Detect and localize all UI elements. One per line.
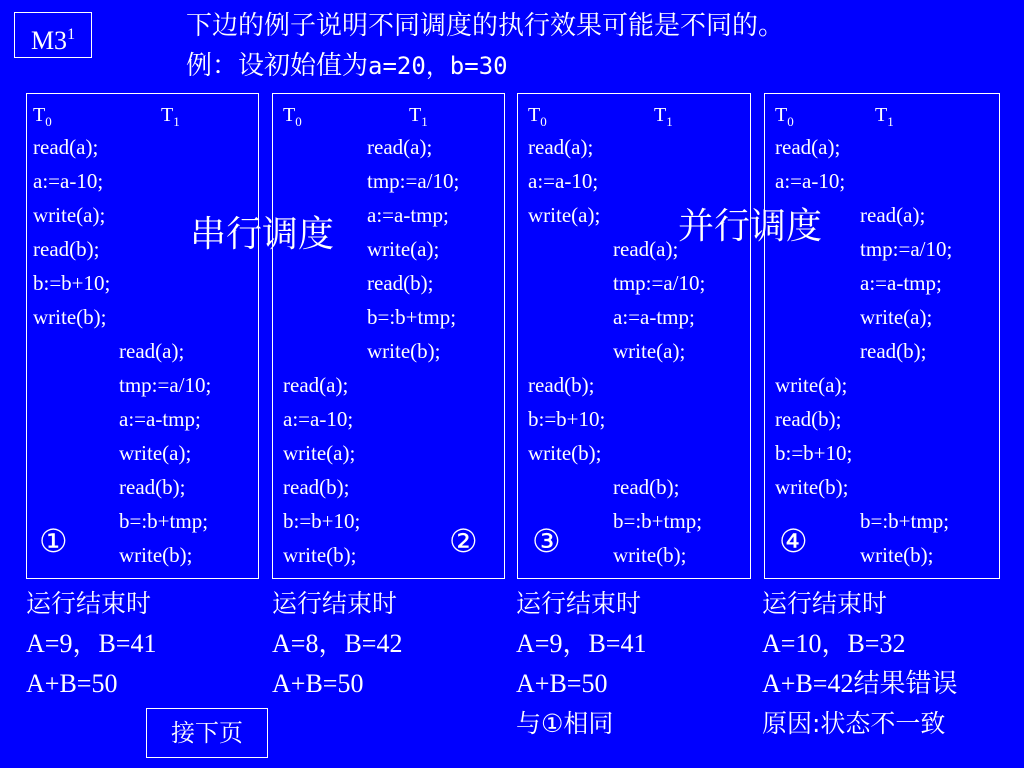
t1-sub: 1 [173, 114, 180, 129]
op-line: write(b); [860, 543, 934, 567]
op-line: read(a); [367, 135, 433, 159]
op-line: tmp:=a/10; [119, 373, 212, 397]
t1-header [161, 104, 180, 130]
op-line: write(a); [528, 203, 601, 227]
result-note: 原因:状态不一致 [762, 709, 946, 738]
t0-letter: T [528, 104, 541, 126]
op-line: a:=a-tmp; [119, 407, 201, 431]
result-heading: 运行结束时 [762, 589, 888, 618]
op-line: read(b); [528, 373, 595, 397]
heading-line-1: 下边的例子说明不同调度的执行效果可能是不同的。 [186, 11, 785, 41]
t0-letter: T [283, 104, 296, 126]
op-line: write(a); [775, 373, 848, 397]
result-block-1 [26, 584, 156, 704]
op-line: b:=b+10; [775, 441, 853, 465]
op-line: write(b); [119, 543, 193, 567]
t1-letter: T [875, 104, 888, 126]
t0-sub: 0 [787, 114, 794, 129]
t1-header [409, 104, 428, 130]
schedule-panel-4 [764, 93, 1000, 579]
schedule-panel-1 [26, 93, 259, 579]
heading-line-2-vars: a=20，b=30 [368, 52, 508, 80]
t0-header [528, 104, 547, 130]
op-line: read(a); [613, 237, 679, 261]
t0-letter: T [775, 104, 788, 126]
result-block-3 [516, 584, 646, 744]
op-line: read(a); [33, 135, 99, 159]
op-line: a:=a-10; [775, 169, 846, 193]
result-values: A=9，B=41 [516, 629, 647, 658]
result-sum: A+B=50 [272, 669, 364, 698]
result-note: 与①相同 [516, 709, 614, 738]
result-block-4 [762, 584, 957, 744]
op-line: write(b); [367, 339, 441, 363]
result-values: A=9，B=41 [26, 629, 157, 658]
parallel-schedule-label: 并行调度 [678, 206, 823, 247]
slide-tag-sup: 1 [67, 26, 76, 43]
op-line: write(a); [33, 203, 106, 227]
op-line: write(b); [613, 543, 687, 567]
op-line: tmp:=a/10; [860, 237, 953, 261]
op-line: a:=a-tmp; [613, 305, 695, 329]
schedule-marker: ② [449, 522, 478, 560]
op-line: a:=a-10; [33, 169, 104, 193]
op-line: read(b); [33, 237, 100, 261]
op-line: read(b); [613, 475, 680, 499]
next-page-button[interactable]: 接下页 [146, 708, 268, 758]
result-sum: A+B=50 [516, 669, 608, 698]
op-line: b=:b+tmp; [119, 509, 209, 533]
result-sum: A+B=50 [26, 669, 118, 698]
serial-schedule-label: 串行调度 [190, 214, 335, 255]
result-heading: 运行结束时 [272, 589, 398, 618]
t1-letter: T [161, 104, 174, 126]
schedule-panel-3 [517, 93, 751, 579]
t1-sub: 1 [421, 114, 428, 129]
result-heading: 运行结束时 [516, 589, 642, 618]
op-line: read(a); [860, 203, 926, 227]
op-line: write(a); [860, 305, 933, 329]
op-line: tmp:=a/10; [367, 169, 460, 193]
op-line: write(a); [613, 339, 686, 363]
op-line: b=:b+tmp; [613, 509, 703, 533]
op-line: write(b); [283, 543, 357, 567]
op-line: a:=a-tmp; [367, 203, 449, 227]
t1-header [654, 104, 673, 130]
op-line: read(b); [367, 271, 434, 295]
t1-header [875, 104, 894, 130]
result-block-2 [272, 584, 402, 704]
schedule-panel-2 [272, 93, 505, 579]
t0-header [775, 104, 794, 130]
t0-header [283, 104, 302, 130]
op-line: write(b); [528, 441, 602, 465]
op-line: write(a); [119, 441, 192, 465]
heading-line-2-prefix: 例：设初始值为 [186, 51, 369, 81]
op-line: write(a); [283, 441, 356, 465]
t1-sub: 1 [666, 114, 673, 129]
t1-sub: 1 [887, 114, 894, 129]
t1-letter: T [409, 104, 422, 126]
op-line: read(a); [119, 339, 185, 363]
heading-line-2 [186, 46, 784, 86]
op-line: read(a); [775, 135, 841, 159]
op-line: read(a); [528, 135, 594, 159]
op-line: write(a); [367, 237, 440, 261]
schedule-marker: ① [39, 522, 68, 560]
op-line: read(a); [283, 373, 349, 397]
result-sum: A+B=42结果错误 [762, 669, 958, 698]
slide-heading [186, 6, 784, 86]
t0-sub: 0 [295, 114, 302, 129]
op-line: b=:b+tmp; [860, 509, 950, 533]
op-line: b:=b+10; [283, 509, 361, 533]
op-line: b:=b+10; [33, 271, 111, 295]
t0-header [33, 104, 52, 130]
schedule-marker: ④ [779, 522, 808, 560]
op-line: b:=b+10; [528, 407, 606, 431]
op-line: read(b); [119, 475, 186, 499]
slide-tag-main: M3 [30, 26, 68, 55]
op-line: b=:b+tmp; [367, 305, 457, 329]
op-line: read(b); [860, 339, 927, 363]
op-line: a:=a-10; [528, 169, 599, 193]
result-values: A=10，B=32 [762, 629, 906, 658]
op-line: write(b); [33, 305, 107, 329]
schedule-marker: ③ [532, 522, 561, 560]
op-line: read(b); [283, 475, 350, 499]
op-line: a:=a-10; [283, 407, 354, 431]
t0-sub: 0 [45, 114, 52, 129]
op-line: read(b); [775, 407, 842, 431]
t0-letter: T [33, 104, 46, 126]
result-heading: 运行结束时 [26, 589, 152, 618]
t0-sub: 0 [540, 114, 547, 129]
op-line: a:=a-tmp; [860, 271, 942, 295]
result-values: A=8，B=42 [272, 629, 403, 658]
op-line: write(b); [775, 475, 849, 499]
slide-tag [14, 12, 92, 58]
t1-letter: T [654, 104, 667, 126]
op-line: tmp:=a/10; [613, 271, 706, 295]
